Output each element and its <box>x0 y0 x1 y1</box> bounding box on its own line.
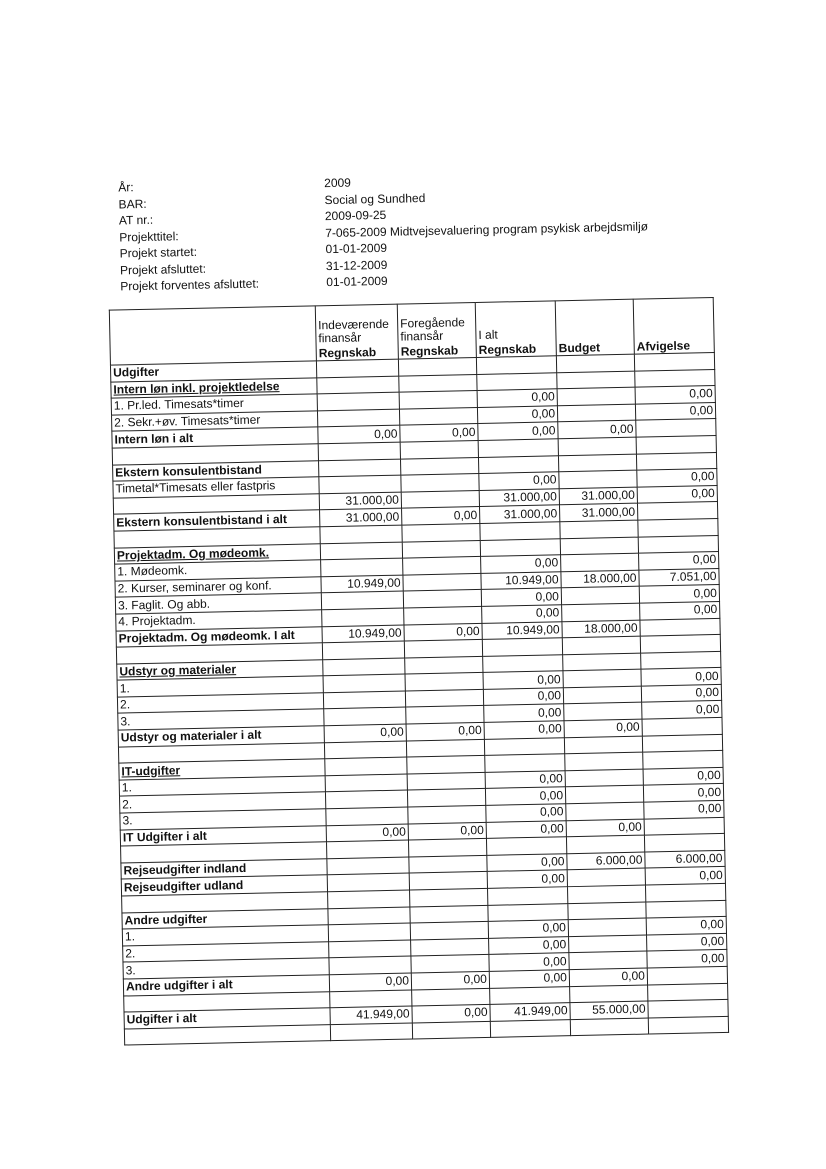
value-cell: 0,00 <box>324 724 406 742</box>
value-cell: 0,00 <box>479 472 559 490</box>
row-label <box>124 1024 330 1045</box>
value-cell <box>407 756 485 774</box>
value-cell: 0,00 <box>644 800 724 818</box>
value-cell: 0,00 <box>404 623 482 641</box>
value-cell: 0,00 <box>489 970 569 988</box>
row-label: Andre udgifter i alt <box>123 975 329 996</box>
value-cell <box>400 457 478 475</box>
row-label: Udgifter <box>110 361 316 382</box>
value-cell <box>478 439 558 457</box>
row-label: 2. Kurser, seminarer og konf. <box>115 577 321 598</box>
value-cell: 10.949,00 <box>482 621 562 639</box>
meta-label: BAR: <box>118 196 147 211</box>
value-cell <box>405 689 483 707</box>
value-cell: 0,00 <box>645 867 725 885</box>
value-cell <box>323 674 405 692</box>
value-cell: 0,00 <box>318 425 400 443</box>
value-cell <box>329 956 411 974</box>
value-cell <box>399 407 477 425</box>
value-cell <box>322 641 404 659</box>
value-cell <box>320 525 402 543</box>
value-cell <box>560 537 638 555</box>
value-cell: 0,00 <box>637 485 717 503</box>
value-cell <box>563 686 641 704</box>
column-header-sub: Regnskab <box>478 341 537 357</box>
row-label: Ekstern konsulentbistand <box>113 460 319 481</box>
value-cell <box>412 988 490 1006</box>
value-cell <box>329 940 411 958</box>
value-cell <box>328 907 410 925</box>
meta-value: 2009 <box>324 175 352 191</box>
row-label: Intern løn i alt <box>112 427 318 448</box>
value-cell <box>569 951 647 969</box>
value-cell <box>648 1016 728 1034</box>
row-label: Udstyr og materialer <box>117 659 323 680</box>
value-cell: 0,00 <box>487 854 567 872</box>
value-cell <box>486 837 566 855</box>
value-cell: 0,00 <box>646 917 726 935</box>
row-label: Intern løn inkl. projektledelse <box>111 377 317 398</box>
value-cell <box>323 658 405 676</box>
value-cell <box>643 751 723 769</box>
value-cell <box>327 873 409 891</box>
value-cell <box>408 839 486 857</box>
value-cell: 0,00 <box>484 704 564 722</box>
value-cell <box>399 391 477 409</box>
row-label: IT Udgifter i alt <box>120 825 326 846</box>
value-cell <box>636 419 716 437</box>
value-cell <box>317 392 399 410</box>
document-content <box>92 163 725 1046</box>
value-cell: 0,00 <box>483 671 563 689</box>
column-header <box>555 299 634 356</box>
row-label: 3. <box>120 809 326 830</box>
value-cell <box>408 805 486 823</box>
value-cell <box>325 774 407 792</box>
value-cell <box>317 409 399 427</box>
column-header-sub: Afvigelse <box>636 338 691 354</box>
meta-label: AT nr.: <box>118 212 154 228</box>
column-header-top: I alt <box>478 327 498 342</box>
value-cell <box>488 903 568 921</box>
value-cell <box>560 520 638 538</box>
value-cell: 0,00 <box>489 953 569 971</box>
column-header-sub: Budget <box>558 340 601 356</box>
value-cell <box>565 769 643 787</box>
row-label: Udstyr og materialer i alt <box>118 726 324 747</box>
value-cell: 0,00 <box>564 719 642 737</box>
value-cell <box>403 557 481 575</box>
value-cell <box>564 703 642 721</box>
value-cell <box>326 807 408 825</box>
value-cell: 0,00 <box>647 933 727 951</box>
value-cell <box>483 654 563 672</box>
row-label: 2. Sekr.+øv. Timesats*timer <box>112 411 318 432</box>
row-label: 2. <box>123 941 329 962</box>
value-cell <box>557 371 635 389</box>
row-label: Udgifter i alt <box>124 1008 330 1029</box>
value-cell <box>404 606 482 624</box>
project-info <box>92 163 699 310</box>
value-cell <box>412 1021 490 1039</box>
row-label: Projektadm. Og mødeomk. <box>114 543 320 564</box>
row-label: 3. <box>118 709 324 730</box>
value-cell: 0,00 <box>477 389 557 407</box>
value-cell <box>557 387 635 405</box>
value-cell <box>402 540 480 558</box>
value-cell <box>642 734 722 752</box>
value-cell: 0,00 <box>400 424 478 442</box>
value-cell <box>319 475 401 493</box>
value-cell <box>568 918 646 936</box>
value-cell <box>637 502 717 520</box>
value-cell: 0,00 <box>641 684 721 702</box>
value-cell: 55.000,00 <box>570 1001 648 1019</box>
value-cell <box>640 635 720 653</box>
value-cell: 0,00 <box>481 555 561 573</box>
value-cell <box>640 618 720 636</box>
row-label: 1. Mødeomk. <box>115 560 321 581</box>
value-cell <box>569 935 647 953</box>
value-cell: 6.000,00 <box>645 850 725 868</box>
value-cell <box>636 452 716 470</box>
value-cell <box>402 523 480 541</box>
value-cell <box>407 789 485 807</box>
value-cell <box>325 757 407 775</box>
value-cell: 0,00 <box>640 601 720 619</box>
value-cell <box>409 855 487 873</box>
meta-label: År: <box>118 180 134 195</box>
value-cell: 0,00 <box>569 968 647 986</box>
value-cell: 0,00 <box>558 421 636 439</box>
row-label: Projektadm. Og mødeomk. I alt <box>116 626 322 647</box>
value-cell: 7.051,00 <box>639 568 719 586</box>
column-header-sub: Regnskab <box>318 345 377 361</box>
meta-label: Projekttitel: <box>119 228 179 244</box>
value-cell: 31.000,00 <box>559 487 637 505</box>
value-cell <box>568 902 646 920</box>
row-label: 3. <box>123 958 329 979</box>
meta-value: 01-01-2009 <box>325 240 388 257</box>
value-cell <box>558 437 636 455</box>
value-cell <box>410 888 488 906</box>
value-cell <box>410 905 488 923</box>
value-cell <box>561 553 639 571</box>
meta-value: 7-065-2009 Midtvejsevaluering program psykisk arbejdsmiljø <box>325 218 649 240</box>
value-cell: 10.949,00 <box>322 625 404 643</box>
value-cell <box>562 636 640 654</box>
value-cell: 0,00 <box>326 824 408 842</box>
value-cell <box>406 739 484 757</box>
value-cell: 0,00 <box>635 402 715 420</box>
value-cell <box>330 990 412 1008</box>
value-cell <box>323 691 405 709</box>
value-cell <box>325 790 407 808</box>
meta-label: Projekt afsluttet: <box>119 261 207 277</box>
value-cell <box>480 538 560 556</box>
row-label: 3. Faglit. Og abb. <box>115 593 321 614</box>
value-cell <box>642 717 722 735</box>
value-cell <box>480 522 560 540</box>
row-label: 2. <box>117 693 323 714</box>
value-cell <box>566 802 644 820</box>
value-cell: 0,00 <box>639 585 719 603</box>
row-label: Andre udgifter <box>122 908 328 929</box>
value-cell <box>557 404 635 422</box>
value-cell: 41.949,00 <box>330 1006 412 1024</box>
value-cell <box>317 376 399 394</box>
budget-table <box>109 297 729 1046</box>
value-cell: 0,00 <box>639 552 719 570</box>
row-label: IT-udgifter <box>119 759 325 780</box>
value-cell <box>647 966 727 984</box>
value-cell: 0,00 <box>642 701 722 719</box>
value-cell: 0,00 <box>635 386 715 404</box>
header-label-cell <box>109 306 316 365</box>
value-cell <box>564 736 642 754</box>
value-cell <box>405 656 483 674</box>
value-cell <box>563 669 641 687</box>
value-cell <box>482 638 562 656</box>
value-cell <box>399 374 477 392</box>
meta-value: 01-01-2009 <box>326 273 388 290</box>
value-cell: 0,00 <box>482 605 562 623</box>
value-cell <box>478 455 558 473</box>
value-cell: 0,00 <box>411 971 489 989</box>
value-cell: 10.949,00 <box>481 571 561 589</box>
value-cell <box>476 356 556 374</box>
value-cell <box>405 673 483 691</box>
value-cell: 0,00 <box>486 820 566 838</box>
value-cell <box>635 369 715 387</box>
value-cell <box>411 938 489 956</box>
value-cell: 31.000,00 <box>480 505 560 523</box>
value-cell <box>403 573 481 591</box>
value-cell <box>319 459 401 477</box>
value-cell <box>570 1018 648 1036</box>
value-cell: 10.949,00 <box>321 575 403 593</box>
value-cell <box>636 435 716 453</box>
value-cell <box>398 357 476 375</box>
value-cell <box>409 872 487 890</box>
value-cell: 0,00 <box>478 422 558 440</box>
value-cell <box>490 986 570 1004</box>
value-cell <box>644 817 724 835</box>
value-cell: 0,00 <box>486 804 566 822</box>
value-cell: 0,00 <box>488 920 568 938</box>
value-cell <box>406 706 484 724</box>
value-cell <box>648 983 728 1001</box>
meta-value: 2009-09-25 <box>324 207 387 224</box>
value-cell <box>638 535 718 553</box>
value-cell <box>646 900 726 918</box>
value-cell <box>566 835 644 853</box>
value-cell <box>567 868 645 886</box>
column-header-top: Foregående finansår <box>400 315 466 344</box>
row-label: 1. <box>122 925 328 946</box>
meta-value: 31-12-2009 <box>325 257 388 273</box>
value-cell: 0,00 <box>483 688 563 706</box>
value-cell <box>327 857 409 875</box>
value-cell: 0,00 <box>489 936 569 954</box>
value-cell: 0,00 <box>637 469 717 487</box>
value-cell <box>562 603 640 621</box>
value-cell <box>318 442 400 460</box>
value-cell: 31.000,00 <box>559 503 637 521</box>
value-cell <box>556 354 634 372</box>
value-cell <box>410 922 488 940</box>
row-label: Rejseudgifter udland <box>121 875 327 896</box>
value-cell: 0,00 <box>484 721 564 739</box>
value-cell <box>401 474 479 492</box>
value-cell <box>477 372 557 390</box>
value-cell <box>328 923 410 941</box>
value-cell <box>407 772 485 790</box>
value-cell <box>324 708 406 726</box>
value-cell: 0,00 <box>641 668 721 686</box>
value-cell: 6.000,00 <box>567 852 645 870</box>
meta-label: Projekt forventes afsluttet: <box>120 276 260 294</box>
value-cell: 0,00 <box>643 784 723 802</box>
value-cell <box>401 490 479 508</box>
row-label: Rejseudgifter indland <box>121 859 327 880</box>
value-cell <box>634 353 714 371</box>
value-cell: 0,00 <box>643 767 723 785</box>
value-cell <box>328 890 410 908</box>
column-header-top: Indeværende finansår <box>318 316 390 346</box>
value-cell <box>411 955 489 973</box>
meta-label: Projekt startet: <box>119 244 198 261</box>
value-cell: 0,00 <box>412 1005 490 1023</box>
value-cell: 0,00 <box>329 973 411 991</box>
value-cell <box>320 542 402 560</box>
value-cell: 31.000,00 <box>320 508 402 526</box>
value-cell <box>641 651 721 669</box>
meta-value: Social og Sundhed <box>324 190 426 207</box>
value-cell <box>322 608 404 626</box>
value-cell <box>561 586 639 604</box>
column-header <box>633 298 714 355</box>
value-cell: 0,00 <box>485 787 565 805</box>
value-cell <box>324 741 406 759</box>
value-cell: 18.000,00 <box>562 620 640 638</box>
value-cell <box>644 834 724 852</box>
row-label: 1. <box>119 776 325 797</box>
value-cell <box>403 590 481 608</box>
value-cell <box>565 786 643 804</box>
value-cell <box>488 887 568 905</box>
column-header <box>315 304 398 361</box>
value-cell <box>645 883 725 901</box>
value-cell: 31.000,00 <box>479 489 559 507</box>
value-cell: 0,00 <box>477 406 557 424</box>
value-cell <box>559 470 637 488</box>
row-label: 1. Pr.led. Timesats*timer <box>111 394 317 415</box>
value-cell <box>321 591 403 609</box>
row-label: 4. Projektadm. <box>116 610 322 631</box>
value-cell <box>404 640 482 658</box>
value-cell <box>565 752 643 770</box>
value-cell: 0,00 <box>481 588 561 606</box>
row-label: Timetal*Timesats eller fastpris <box>113 477 319 498</box>
column-header <box>475 301 556 358</box>
value-cell <box>316 359 398 377</box>
value-cell <box>330 1023 412 1041</box>
value-cell <box>321 558 403 576</box>
value-cell <box>400 440 478 458</box>
value-cell <box>638 518 718 536</box>
row-label: 1. <box>117 676 323 697</box>
value-cell <box>648 1000 728 1018</box>
value-cell: 0,00 <box>408 822 486 840</box>
value-cell: 41.949,00 <box>490 1003 570 1021</box>
value-cell <box>563 653 641 671</box>
value-cell: 0,00 <box>406 722 484 740</box>
value-cell <box>484 737 564 755</box>
value-cell <box>490 1019 570 1037</box>
value-cell: 18.000,00 <box>561 570 639 588</box>
value-cell: 0,00 <box>566 819 644 837</box>
value-cell: 31.000,00 <box>319 492 401 510</box>
row-label: Ekstern konsulentbistand i alt <box>114 510 320 531</box>
row-label: 2. <box>120 792 326 813</box>
value-cell <box>485 754 565 772</box>
value-cell <box>567 885 645 903</box>
value-cell: 0,00 <box>402 507 480 525</box>
column-header <box>397 303 476 360</box>
value-cell <box>326 840 408 858</box>
value-cell <box>558 454 636 472</box>
value-cell: 0,00 <box>487 870 567 888</box>
value-cell: 0,00 <box>485 771 565 789</box>
column-header-sub: Regnskab <box>400 343 459 359</box>
value-cell <box>570 985 648 1003</box>
value-cell: 0,00 <box>647 950 727 968</box>
